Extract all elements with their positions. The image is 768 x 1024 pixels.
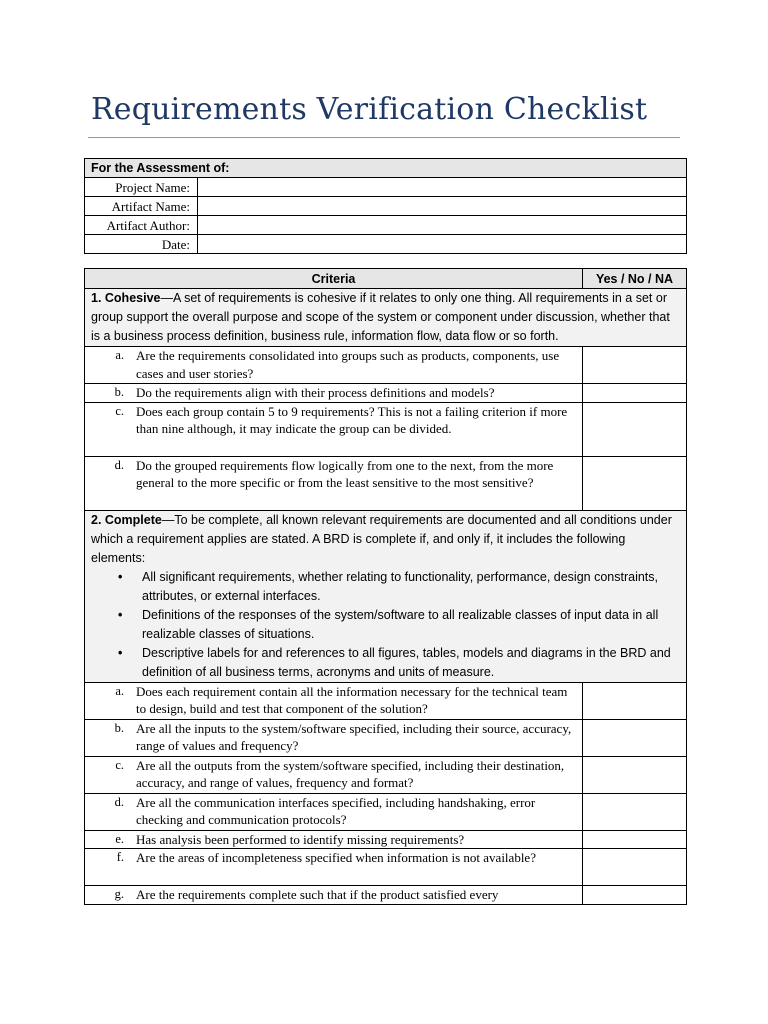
- criteria-column-header: Criteria: [85, 269, 583, 289]
- item-text: Are all the outputs from the system/software specified, including their destination, accuracy, and range of values, frequency and format?: [136, 757, 565, 790]
- item-letter: b.: [114, 720, 124, 735]
- answer-cell[interactable]: [583, 793, 687, 830]
- answer-cell[interactable]: [583, 384, 687, 403]
- item-letter: a.: [115, 348, 124, 362]
- checklist-item: [85, 347, 583, 384]
- item-text: Are the requirements complete such that if the product satisfied every: [136, 887, 499, 902]
- checklist-item: [85, 830, 583, 849]
- item-letter: b.: [114, 385, 124, 399]
- item-letter: e.: [115, 831, 124, 846]
- title-underline: [88, 137, 680, 138]
- answer-cell[interactable]: [583, 886, 687, 905]
- item-letter: c.: [115, 757, 124, 772]
- answer-cell[interactable]: [583, 756, 687, 793]
- checklist-item: [85, 849, 583, 886]
- artifact-author-label: Artifact Author:: [85, 216, 198, 235]
- item-letter: a.: [115, 683, 124, 698]
- item-text: Does each requirement contain all the information necessary for the technical team to design, build and test that component of the solution?: [136, 683, 568, 716]
- answer-cell[interactable]: [583, 719, 687, 756]
- answer-cell[interactable]: [583, 682, 687, 719]
- assessment-header: For the Assessment of:: [85, 159, 687, 178]
- checklist-item: [85, 384, 583, 403]
- item-text: Are all the inputs to the system/software specified, including their source, accuracy, range of values and frequency?: [136, 720, 572, 753]
- section-description: —A set of requirements is cohesive if it relates to only one thing. All requirements in a set or group support the overall purpose and scope of the system or component under discussion, whether that is a business process definition, business rule, information flow, data flow or so forth.: [91, 291, 670, 343]
- checklist-item: [85, 402, 583, 456]
- item-text: Do the grouped requirements flow logically from one to the next, from the more general to the more specific or from the least sensitive to the most sensitive?: [136, 457, 554, 490]
- bullet-icon: •: [118, 569, 123, 584]
- assessment-table: [84, 158, 687, 254]
- item-text: Are the requirements consolidated into groups such as products, components, use cases and user stories?: [136, 348, 560, 381]
- checklist-item: [85, 793, 583, 830]
- bullet-item: • All significant requirements, whether relating to functionality, performance, design constraints, attributes, or external interfaces.: [118, 569, 658, 603]
- bullet-item: • Descriptive labels for and references to all figures, tables, models and diagrams in the BRD and definition of all business terms, acronyms and units of measure.: [118, 645, 671, 679]
- section-cohesive: [85, 289, 687, 347]
- answer-cell[interactable]: [583, 402, 687, 456]
- item-letter: g.: [114, 887, 124, 901]
- answer-column-header: Yes / No / NA: [583, 269, 687, 289]
- item-text: Do the requirements align with their process definitions and models?: [136, 385, 495, 400]
- item-text: Does each group contain 5 to 9 requirements? This is not a failing criterion if more than nine although, it may indicate the group can be divided.: [136, 403, 568, 436]
- section-heading: 2. Complete: [91, 512, 162, 527]
- item-letter: c.: [115, 403, 124, 418]
- artifact-author-field[interactable]: [198, 216, 687, 235]
- bullet-icon: •: [118, 645, 123, 660]
- item-letter: d.: [114, 794, 124, 809]
- checklist-item: [85, 756, 583, 793]
- date-field[interactable]: [198, 235, 687, 254]
- section-description: —To be complete, all known relevant requirements are documented and all conditions under which a requirement applies are stated. A BRD is complete if, and only if, it includes the following elements:: [91, 512, 672, 565]
- document-title: Requirements Verification Checklist: [91, 92, 648, 127]
- answer-cell[interactable]: [583, 830, 687, 849]
- section-complete: [85, 510, 687, 682]
- criteria-table: [84, 268, 687, 905]
- answer-cell[interactable]: [583, 849, 687, 886]
- bullet-list: [91, 568, 679, 682]
- answer-cell[interactable]: [583, 347, 687, 384]
- artifact-name-label: Artifact Name:: [85, 197, 198, 216]
- item-text: Has analysis been performed to identify missing requirements?: [136, 831, 465, 847]
- item-letter: d.: [114, 457, 124, 472]
- section-heading: 1. Cohesive: [91, 291, 161, 305]
- item-letter: f.: [116, 850, 124, 864]
- date-label: Date:: [85, 235, 198, 254]
- item-text: Are all the communication interfaces specified, including handshaking, error checking and communication protocols?: [136, 794, 536, 827]
- bullet-item: • Definitions of the responses of the system/software to all realizable classes of input data in all realizable classes of situations.: [118, 607, 659, 641]
- project-name-label: Project Name:: [85, 178, 198, 197]
- project-name-field[interactable]: [198, 178, 687, 197]
- checklist-item: [85, 719, 583, 756]
- answer-cell[interactable]: [583, 456, 687, 510]
- item-text: Are the areas of incompleteness specified when information is not available?: [136, 850, 536, 865]
- checklist-item: [85, 886, 583, 905]
- bullet-icon: •: [118, 607, 123, 622]
- checklist-item: [85, 456, 583, 510]
- checklist-item: [85, 682, 583, 719]
- artifact-name-field[interactable]: [198, 197, 687, 216]
